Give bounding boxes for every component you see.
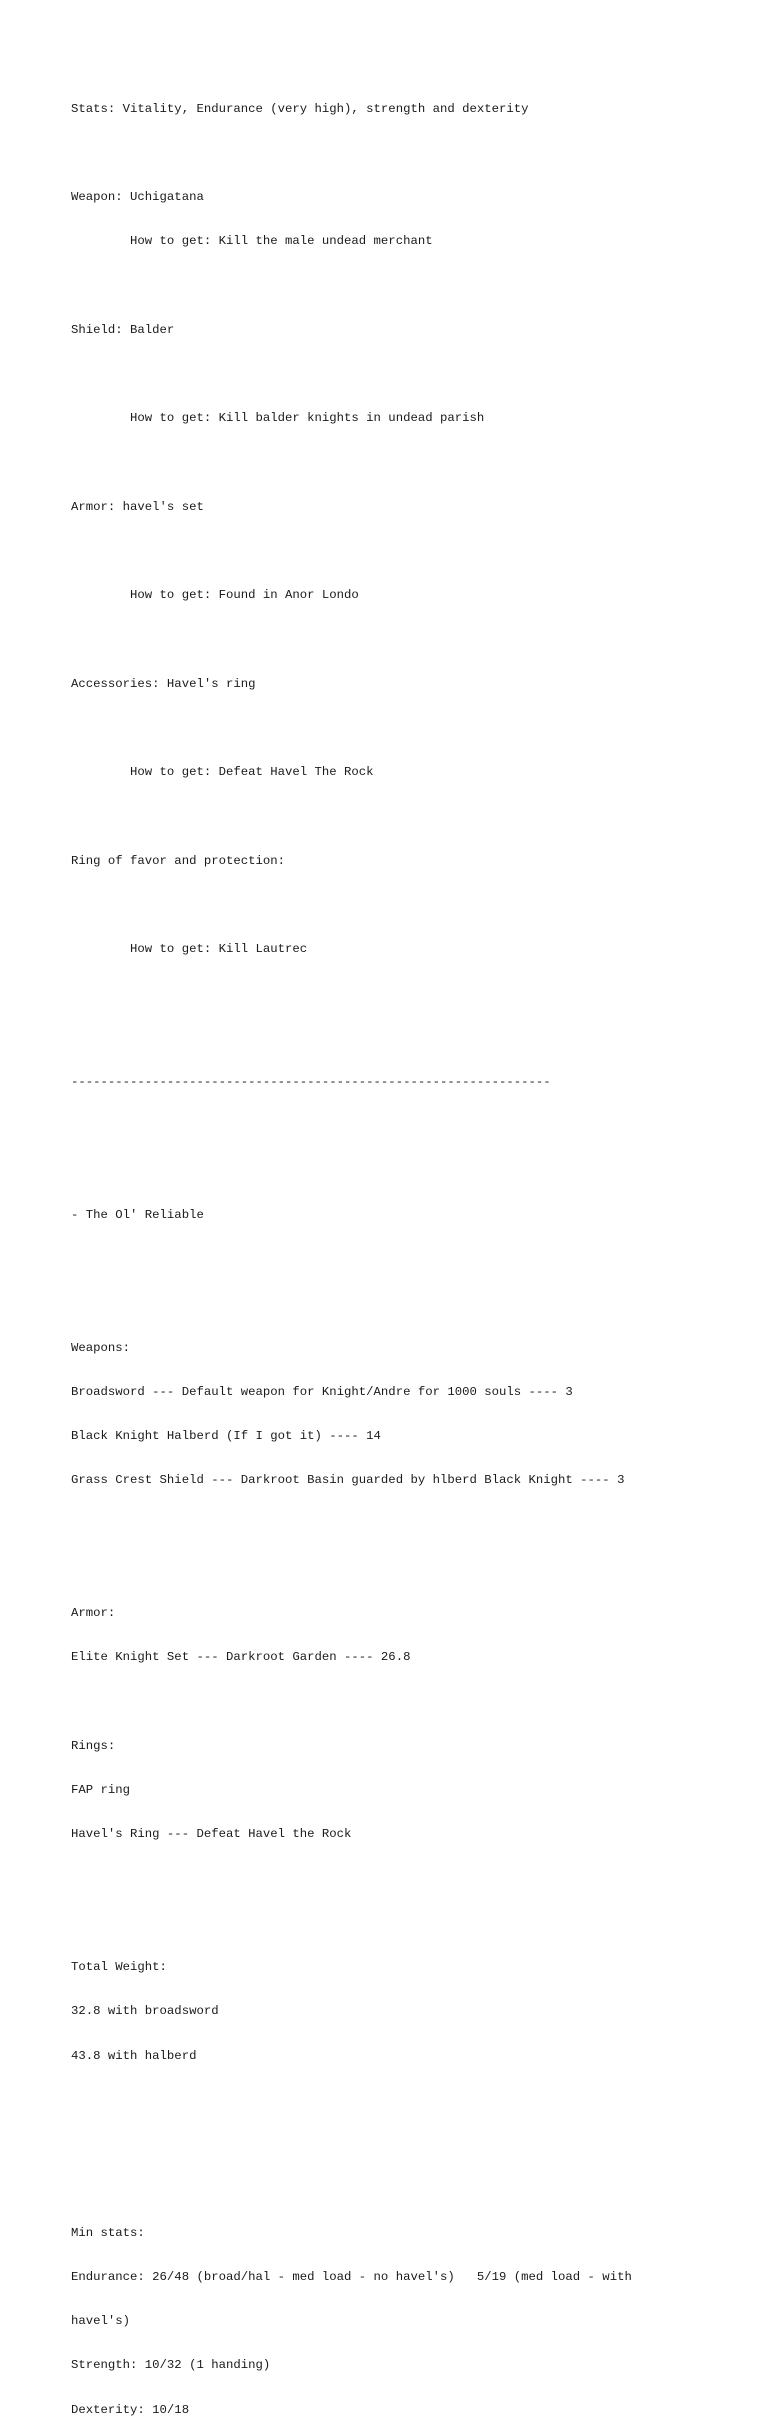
min-stats-heading: Min stats: — [71, 2225, 145, 2240]
blank-line — [71, 544, 711, 559]
armor-heading: Armor: — [71, 1606, 116, 1620]
blank-line — [71, 1252, 711, 1267]
weapon-how-to-get: How to get: Kill the male undead merchant — [71, 234, 433, 249]
blank-line — [71, 721, 711, 736]
blank-line — [71, 1916, 711, 1931]
armor-line: Armor: havel's set — [71, 499, 204, 514]
blank-line — [71, 146, 711, 161]
blank-line — [71, 810, 711, 825]
blank-line — [71, 1872, 711, 1887]
blank-line — [71, 2181, 711, 2196]
min-stats-endurance-cont: havel's) — [71, 2314, 131, 2328]
blank-line — [71, 1695, 711, 1710]
total-weight-heading: Total Weight: — [71, 1960, 167, 1974]
weapons-heading: Weapons: — [71, 1340, 131, 1355]
blank-line — [71, 1031, 711, 1046]
blank-line — [71, 279, 711, 294]
blank-line — [71, 2093, 711, 2108]
stats-line: Stats: Vitality, Endurance (very high), strength and dexterity — [71, 101, 529, 116]
min-stats-strength: Strength: 10/32 (1 handing) — [71, 2358, 271, 2373]
weapons-item: Black Knight Halberd (If I got it) ---- 14 — [71, 1429, 381, 1443]
weapons-item: Broadsword --- Default weapon for Knight/Andre for 1000 souls ---- 3 — [71, 1384, 573, 1399]
document-body — [71, 72, 711, 2432]
blank-line — [71, 367, 711, 382]
blank-line — [71, 633, 711, 648]
armor-how-to-get: How to get: Found in Anor Londo — [71, 588, 359, 603]
rings-heading: Rings: — [71, 1738, 116, 1753]
blank-line — [71, 1296, 711, 1311]
shield-line: Shield: Balder — [71, 322, 175, 337]
rings-item: Havel's Ring --- Defeat Havel the Rock — [71, 1827, 352, 1842]
blank-line — [71, 456, 711, 471]
ring-how-to-get: How to get: Kill Lautrec — [71, 942, 308, 957]
min-stats-dexterity: Dexterity: 10/18 — [71, 2402, 190, 2417]
ring-line: Ring of favor and protection: — [71, 853, 286, 868]
build-title: - The Ol' Reliable — [71, 1207, 204, 1222]
armor-item: Elite Knight Set --- Darkroot Garden ---- 26.8 — [71, 1650, 411, 1665]
blank-line — [71, 2137, 711, 2152]
blank-line — [71, 1562, 711, 1577]
separator-line: ----------------------------------------------------------------- — [71, 1075, 551, 1089]
rings-item: FAP ring — [71, 1783, 131, 1797]
accessories-how-to-get: How to get: Defeat Havel The Rock — [71, 765, 374, 780]
blank-line — [71, 898, 711, 913]
blank-line — [71, 987, 711, 1002]
total-weight-item: 32.8 with broadsword — [71, 2004, 219, 2019]
weapons-item: Grass Crest Shield --- Darkroot Basin guarded by hlberd Black Knight ---- 3 — [71, 1473, 625, 1488]
blank-line — [71, 1119, 711, 1134]
total-weight-item: 43.8 with halberd — [71, 2048, 197, 2063]
blank-line — [71, 1164, 711, 1179]
weapon-line: Weapon: Uchigatana — [71, 190, 204, 204]
shield-how-to-get: How to get: Kill balder knights in undead parish — [71, 411, 485, 426]
accessories-line: Accessories: Havel's ring — [71, 676, 256, 691]
blank-line — [71, 1518, 711, 1533]
min-stats-endurance: Endurance: 26/48 (broad/hal - med load - no havel's) 5/19 (med load - with — [71, 2269, 632, 2284]
